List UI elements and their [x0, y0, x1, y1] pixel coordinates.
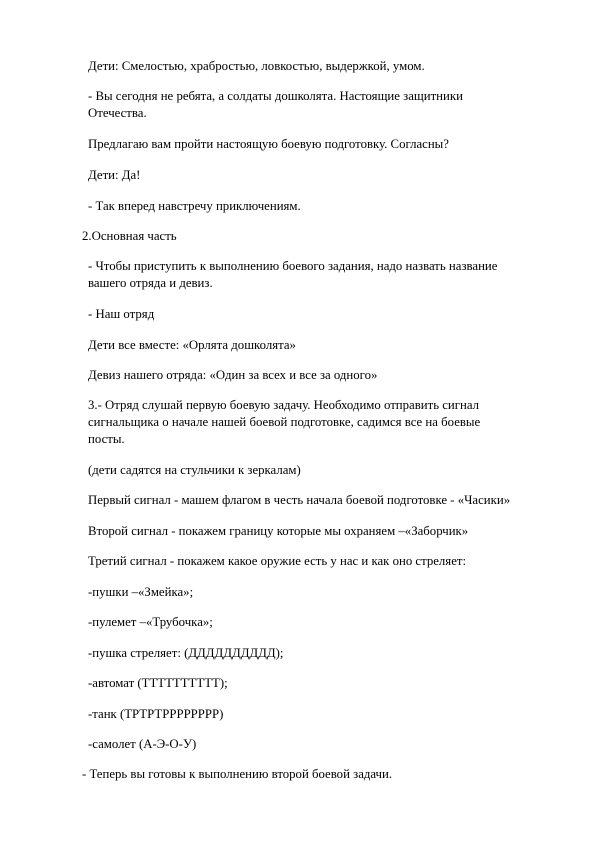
paragraph-first-task-line-1: 3.- Отряд слушай первую боевую задачу. Необходимо отправить сигнал [88, 398, 480, 412]
paragraph-squad-name: Дети все вместе: «Орлята дошколята» [88, 338, 296, 352]
paragraph-first-task-line-2: сигнальщика о начале нашей боевой подготовке, садимся все на боевые [88, 415, 481, 429]
paragraph-children-yes: Дети: Да! [88, 168, 141, 182]
paragraph-second-signal: Второй сигнал - покажем границу которые мы охраняем –«Заборчик» [88, 524, 469, 538]
paragraph-soldiers-line-2: Отечества. [88, 106, 147, 120]
paragraph-soldiers-line-1: - Вы сегодня не ребята, а солдаты дошколята. Настоящие защитники [88, 89, 463, 103]
list-item-airplane: -самолет (А-Э-О-У) [88, 737, 197, 751]
paragraph-our-squad: - Наш отряд [88, 307, 155, 321]
paragraph-name-squad-line-2: вашего отряда и девиз. [88, 276, 213, 290]
paragraph-motto: Девиз нашего отряда: «Один за всех и все за одного» [88, 368, 378, 382]
paragraph-children-sit: (дети садятся на стульчики к зеркалам) [88, 463, 301, 477]
paragraph-name-squad-line-1: - Чтобы приступить к выполнению боевого задания, надо назвать название [88, 259, 498, 273]
paragraph-forward: - Так вперед навстречу приключениям. [88, 199, 301, 213]
section-heading-main-part: 2.Основная часть [82, 229, 177, 243]
paragraph-first-signal: Первый сигнал - машем флагом в честь начала боевой подготовке - «Часики» [88, 493, 511, 507]
paragraph-second-task: - Теперь вы готовы к выполнению второй боевой задачи. [82, 767, 393, 781]
paragraph-offer: Предлагаю вам пройти настоящую боевую подготовку. Согласны? [88, 137, 449, 151]
paragraph-first-task-line-3: посты. [88, 432, 125, 446]
list-item-cannons: -пушки –«Змейка»; [88, 585, 194, 599]
list-item-tank: -танк (ТРТРТРРРРРРРР) [88, 707, 224, 721]
list-item-machine-gun: -пулемет –«Трубочка»; [88, 615, 213, 629]
paragraph-third-signal: Третий сигнал - покажем какое оружие есть у нас и как оно стреляет: [88, 554, 467, 568]
list-item-rifle: -автомат (ТТТТТТТТТТ); [88, 676, 228, 690]
paragraph-children-answer-1: Дети: Смелостью, храбростью, ловкостью, выдержкой, умом. [88, 59, 425, 73]
list-item-cannon-shoots: -пушка стреляет: (ДДДДДДДДДД); [88, 646, 284, 660]
